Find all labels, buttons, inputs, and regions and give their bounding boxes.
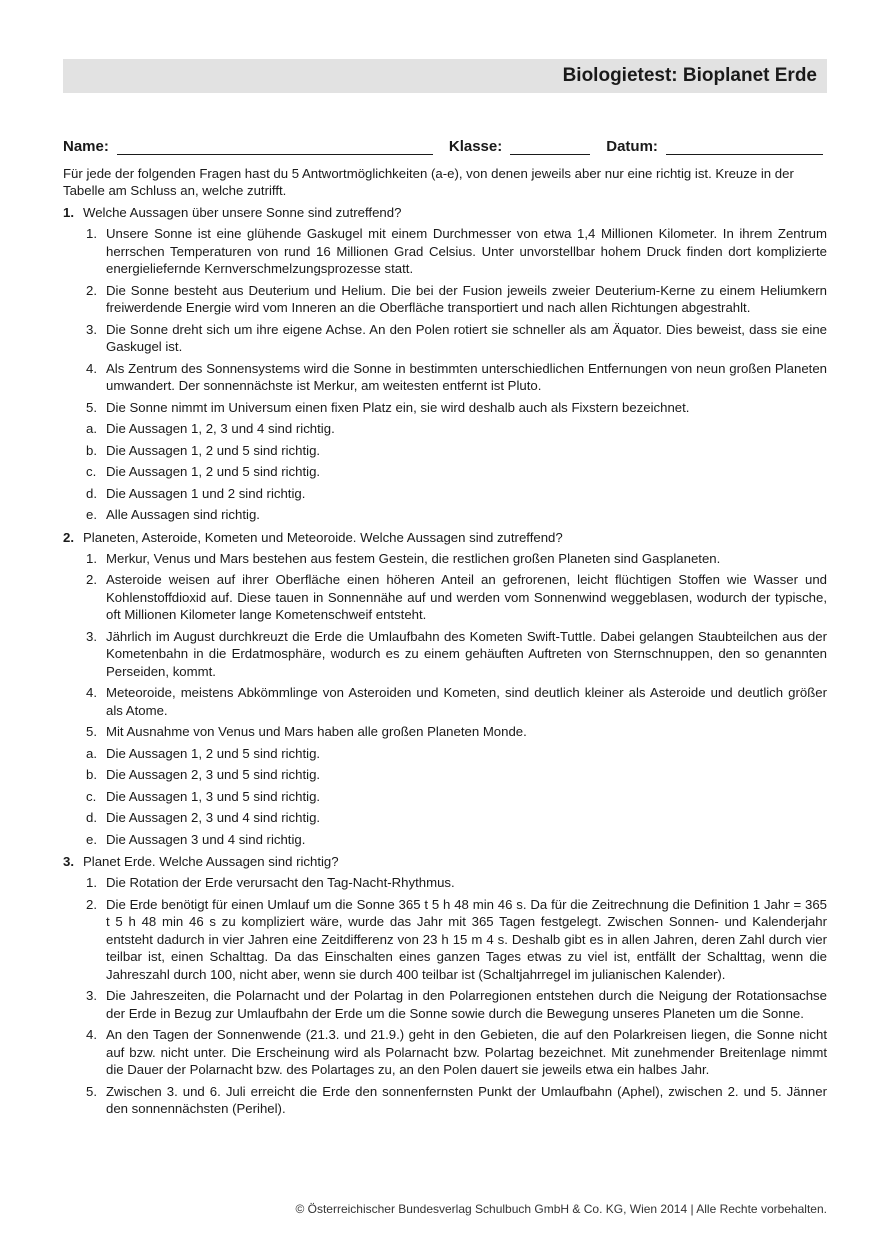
answer-option-label: e. [86, 831, 97, 847]
answer-option-text: Die Aussagen 3 und 4 sind richtig. [106, 831, 306, 847]
answer-option-label: d. [86, 485, 97, 501]
copyright-footer: © Österreichischer Bundesverlag Schulbuch GmbH & Co. KG, Wien 2014 | Alle Rechte vorbehalten. [295, 1202, 827, 1216]
answer-option-text: Die Aussagen 1, 2, 3 und 4 sind richtig. [106, 421, 335, 436]
answer-option-text: Die Aussagen 1, 2 und 5 sind richtig. [106, 745, 321, 761]
statement-text: Merkur, Venus und Mars bestehen aus festem Gestein, die restlichen großen Planeten sind Gasplaneten. [106, 550, 721, 566]
statement-label: 2. [86, 572, 97, 587]
statement-text: Die Sonne besteht aus Deuterium und Helium. Die bei der Fusion jeweils zweier Deuterium-Kerne zu einem Heliumkern freiwerdende Energie wird vom Inneren an die Oberfläche transportiert und nach allen Richtungen abgestrahlt. [106, 282, 827, 315]
statement-label: 4. [86, 360, 97, 376]
statement-text: Als Zentrum des Sonnensystems wird die Sonne in bestimmten unterschiedlichen Entfernungen von neun großen Planeten umwandert. Der sonnennächste ist Merkur, am weitesten entfernt ist Pluto. [106, 360, 827, 393]
question-list [63, 204, 827, 1118]
statement-list [86, 225, 827, 524]
statement-text: Die Jahreszeiten, die Polarnacht und der Polartag in den Polarregionen entstehen durch die Neigung der Rotationsachse der Erde in Bezug zur Umlaufbahn der Erde um die Sonne sowie durch die Bewegung unseres Planeten um die Sonne. [106, 988, 827, 1021]
date-field[interactable] [666, 138, 823, 155]
title-bar [63, 59, 827, 93]
statement [86, 684, 827, 719]
answer-option-text: Die Aussagen 2, 3 und 4 sind richtig. [106, 810, 321, 825]
statement [86, 987, 827, 1022]
instructions: Für jede der folgenden Fragen hast du 5 Antwortmöglichkeiten (a-e), von denen jeweils aber nur eine richtig ist. Kreuze in der Tabelle am Schluss an, welche zutrifft. [63, 166, 794, 198]
statement-text: Meteoroide, meistens Abkömmlinge von Asteroiden und Kometen, sind deutlich kleiner als Asteroide und deutlich größer als Atome. [106, 685, 827, 718]
statement [86, 225, 827, 278]
question-1 [63, 204, 827, 524]
statement-list [86, 550, 827, 849]
statement [86, 399, 827, 417]
answer-option [86, 831, 827, 849]
answer-option [86, 809, 827, 827]
answer-option-text: Alle Aussagen sind richtig. [106, 507, 260, 522]
question-3 [63, 853, 827, 1118]
statement-text: Zwischen 3. und 6. Juli erreicht die Erde den sonnenfernsten Punkt der Umlaufbahn (Aphel), zwischen 2. und 5. Jänner den sonnennächsten (Perihel). [106, 1083, 827, 1116]
answer-option-label: c. [86, 788, 97, 804]
statement [86, 1083, 827, 1118]
answer-option [86, 442, 827, 460]
question-text: Welche Aussagen über unsere Sonne sind zutreffend? [83, 205, 402, 220]
statement-text: Die Erde benötigt für einen Umlauf um die Sonne 365 t 5 h 48 min 46 s. Da für die Zeitrechnung die Definition 1 Jahr = 365 t 5 h 48 min 46 s zu kompliziert wäre, wurde das Jahr mit 365 Tagen festgelegt. Zwischen Sonnen- und Kalenderjahr entsteht dadurch in vier Jahren eine Zeitdifferenz von 23 h 15 m 4 s. Deshalb gibt es in allen Jahren, deren Zahl durch vier teilbar ist, einen Schalttag. Da das Einschalten eines ganzen Tages etwas zu viel ist, entfällt der Schalttag, wenn die Jahreszahl durch 100, nicht aber, wenn sie durch 400 teilbar ist (Schaltjahrregel im julianischen Kalender). [106, 896, 827, 982]
question-text: Planet Erde. Welche Aussagen sind richtig? [83, 854, 339, 869]
question-number: 1. [63, 205, 74, 220]
statement [86, 360, 827, 395]
question-number: 3. [63, 854, 74, 869]
answer-option [86, 788, 827, 806]
answer-option [86, 485, 827, 503]
answer-option-text: Die Aussagen 1, 3 und 5 sind richtig. [106, 788, 321, 804]
statement-list [86, 874, 827, 1118]
answer-option-label: b. [86, 767, 97, 782]
answer-option-label: c. [86, 464, 97, 479]
answer-option-label: d. [86, 810, 97, 825]
statement [86, 550, 827, 568]
answer-option-label: a. [86, 745, 97, 761]
statement-label: 3. [86, 988, 97, 1003]
name-label: Name: [63, 138, 109, 155]
statement-text: Die Sonne dreht sich um ihre eigene Achse. An den Polen rotiert sie schneller als am Äquator. Dies beweist, dass sie eine Gaskugel ist. [106, 321, 827, 354]
answer-option [86, 463, 827, 481]
answer-option-label: e. [86, 507, 97, 522]
class-field[interactable] [510, 138, 590, 155]
statement-text: Mit Ausnahme von Venus und Mars haben alle großen Planeten Monde. [106, 724, 527, 739]
answer-option-label: b. [86, 442, 97, 458]
statement-text: Die Sonne nimmt im Universum einen fixen Platz ein, sie wird deshalb auch als Fixstern bezeichnet. [106, 399, 690, 415]
question-text: Planeten, Asteroide, Kometen und Meteoroide. Welche Aussagen sind zutreffend? [83, 529, 563, 545]
statement-text: Unsere Sonne ist eine glühende Gaskugel mit einem Durchmesser von etwa 1,4 Millionen Kilometer. In ihrem Zentrum herrschen Temperaturen von rund 16 Millionen Grad Celsius. Unter unvorstellbar hohem Druck finden dort komplizierte energieliefernde Kernverschmelzungsprozesse statt. [106, 226, 827, 276]
answer-option [86, 420, 827, 438]
date-label: Datum: [606, 138, 658, 155]
statement-label: 4. [86, 1027, 97, 1042]
answer-option-text: Die Aussagen 1, 2 und 5 sind richtig. [106, 442, 321, 458]
question-heading [63, 853, 827, 870]
answer-option-text: Die Aussagen 2, 3 und 5 sind richtig. [106, 767, 321, 782]
statement-label: 1. [86, 875, 97, 890]
statement-label: 1. [86, 226, 97, 241]
statement [86, 874, 827, 892]
statement-label: 5. [86, 1083, 97, 1099]
worksheet [63, 59, 827, 1122]
answer-option-label: a. [86, 421, 97, 436]
statement [86, 282, 827, 317]
question-number: 2. [63, 529, 74, 545]
statement-label: 3. [86, 628, 97, 644]
statement [86, 571, 827, 624]
statement-label: 3. [86, 321, 97, 337]
student-fields [63, 135, 827, 155]
statement-label: 5. [86, 724, 97, 739]
statement-label: 4. [86, 685, 97, 700]
statement-text: Die Rotation der Erde verursacht den Tag-Nacht-Rhythmus. [106, 875, 455, 890]
statement [86, 628, 827, 681]
answer-option-text: Die Aussagen 1, 2 und 5 sind richtig. [106, 464, 321, 479]
statement [86, 321, 827, 356]
question-heading [63, 529, 827, 546]
name-field[interactable] [117, 138, 433, 155]
class-label: Klasse: [448, 138, 503, 155]
statement-label: 2. [86, 282, 97, 298]
answer-option-text: Die Aussagen 1 und 2 sind richtig. [106, 485, 306, 501]
answer-option [86, 506, 827, 524]
question-2 [63, 529, 827, 849]
statement [86, 896, 827, 984]
page-title: Biologietest: Bioplanet Erde [562, 65, 817, 86]
statement-text: Jährlich im August durchkreuzt die Erde die Umlaufbahn des Kometen Swift-Tuttle. Dabei gelangen Staubteilchen aus der Kometenbahn in die Erdatmosphäre, wodurch es zu einem gehäuften Auftreten von Sternschnuppen, den so genannten Perseiden, kommt. [106, 628, 827, 679]
question-heading [63, 204, 827, 221]
statement-text: An den Tagen der Sonnenwende (21.3. und 21.9.) geht in den Gebieten, die auf den Polarkreisen liegen, die Sonne nicht auf bzw. nicht unter. Die Erscheinung wird als Polarnacht bzw. Polartag bezeichnet. Mit zunehmender Breitenlage nimmt die Dauer der Polarnacht bzw. des Polartages zu, an den Polen dauert sie jeweils etwa ein halbes Jahr. [106, 1027, 827, 1077]
statement-label: 2. [86, 896, 97, 912]
statement-label: 5. [86, 399, 97, 415]
statement [86, 723, 827, 741]
statement-label: 1. [86, 550, 97, 566]
answer-option [86, 745, 827, 763]
statement-text: Asteroide weisen auf ihrer Oberfläche einen höheren Anteil an gefrorenen, leicht flüchtigen Stoffen wie Wasser und Kohlenstoffdioxid auf. Diese tauen in Sonnennähe auf und werden vom Sonnenwind weggeblasen, wodurch der typische, oft Millionen Kilometer lange Kometenschweif entsteht. [106, 572, 827, 622]
answer-option [86, 766, 827, 784]
statement [86, 1026, 827, 1079]
